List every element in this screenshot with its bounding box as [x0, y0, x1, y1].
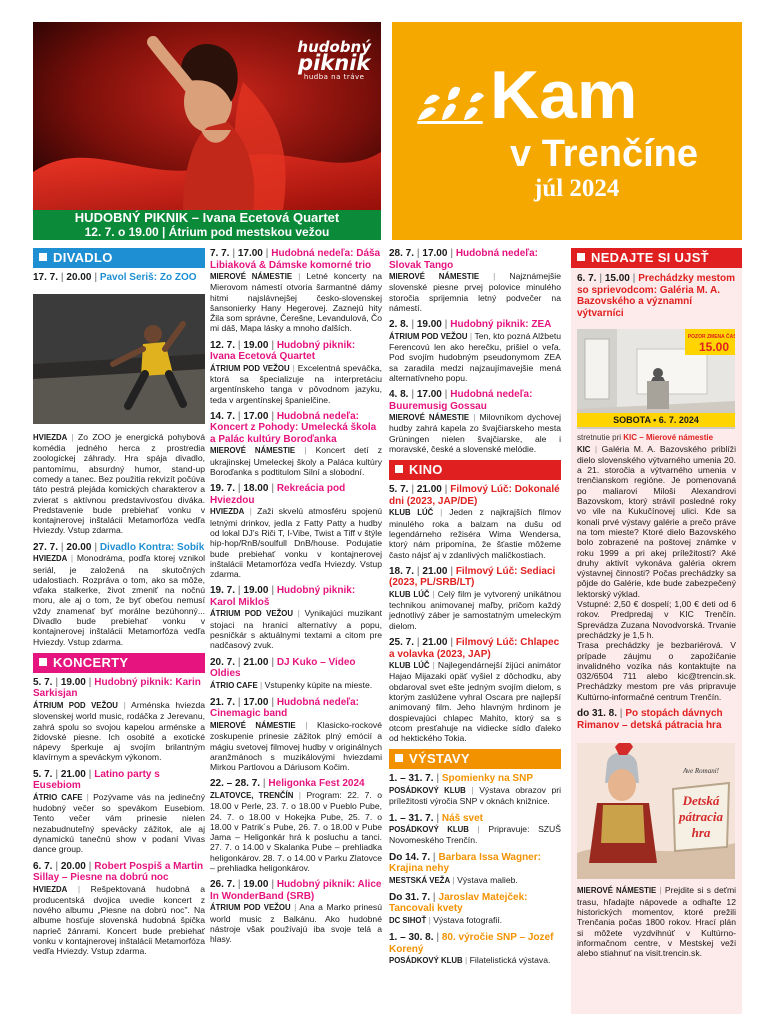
event-desc: Pripravuje: SZUŠ Novomeského Trenčín. [389, 824, 561, 846]
event-date: 5. 7. [389, 484, 409, 496]
section-heading-text: VÝSTAVY [409, 751, 470, 767]
event-date: 26. 7. [210, 879, 236, 891]
event-date: 28. 7. [389, 248, 415, 259]
event-title: Filmový Lúč: Sediaci (2023, PL/SRB/LT) [389, 565, 556, 589]
event-title: Po stopách dávnych Rimanov – detská pátracia hra [577, 708, 723, 731]
event-title: Hudobný piknik: ZEA [450, 319, 552, 331]
event-venue: ÁTRIUM POD VEŽOU [210, 903, 291, 913]
event-item: Do 14. 7. | Barbara Issa Wagner: Krajina nehy MESTSKÁ VEŽA | Výstava malieb. [389, 851, 541, 885]
square-icon [395, 465, 403, 473]
event-item: 25. 7. | 21.00 | Filmový Lúč: Chlapec a volavka (2023, JAP) KLUB LÚČ | Najlegendárnejší žijúci animátor Hajao Mijazaki opäť vyšiel z dôchodku, aby obdaroval svet ešte jedným svojím dielom, s ktorým zaslúžene vyhral Oscara pre najlepší animovaný film. Jeho hlavným hrdinom je dospievajúci chlapec Mahito, ktorý sa s otcom presťahuje na vidiecke sídlo ďaleko od hektického Tokia. [389, 637, 562, 744]
event-title: Hudobná nedeľa: Cinemagic band [210, 696, 359, 720]
event-title: Jaroslav Matejček: Tancovali kvety [389, 891, 528, 915]
event-desc: Pozývame vás na jedinečný hudobný večer so spevákom Eusebiom. Tento večer vám prinesie nielen nezabudnuteľný spevácky zážitok, ale aj dynamickú tanečnú show v podaní Vivas dance group. [33, 791, 205, 855]
event-time: 19.00 [243, 339, 269, 351]
event-date: 1. – 31. 7. [389, 773, 434, 785]
event-item: 28. 7. | 17.00 | Hudobná nedeľa: Slovak Tango MIEROVÉ NÁMESTIE | Najznámejšie slovenské piesne prvej polovice minulého storočia sprijemnia letný podvečer na námestí. [389, 248, 561, 313]
event-desc: Milovníkom dychovej hudby zahrá kapela zo švajčiarskeho mesta Grüningen nielen švajčiarske, ale i moravské, české a slovenské melódie. [389, 412, 562, 455]
event-time: 19.00 [243, 879, 269, 891]
section-heading-divadlo [33, 248, 205, 268]
event-time: 19.00 [416, 319, 442, 331]
logo-line-1: hudobný [297, 38, 371, 56]
section-heading-text: DIVADLO [53, 250, 113, 265]
event-venue: MESTSKÁ VEŽA [389, 875, 451, 885]
event-date: 21. 7. [210, 696, 236, 708]
event-venue: HVIEZDA [33, 432, 68, 442]
event-item: 2. 8. | 19.00 | Hudobný piknik: ZEA ÁTRIUM POD VEŽOU | Ten, kto pozná Alžbetu Ferencovú len ako herečku, prišiel o veľa. Pod svojím hudobným pseudonymom ZEA sa zaradila medzi najzaujímavejšie mená alternatívneho popu. [389, 319, 562, 383]
event-venue: ÁTRIUM POD VEŽOU [33, 700, 118, 710]
event-item: 27. 7. | 20.00 | Divadlo Kontra: Sobík HVIEZDA | Monodráma, podľa ktorej vznikol seriál, je založená na skutočných udalostiach. Rozpráva o tom, ako sa môže, vďaka stalkerke, život zmeniť na nočnú moru, ale aj o tom, že byť obeťou nemusí vždy znamenať byť morálne bezúhonný... Divadlo bude prebiehať vonku v kontajnerovej inštalácii Metamorfóza vedľa Hviezdy. Vstup zdarma. [33, 541, 206, 647]
event-time: 18.00 [243, 483, 269, 495]
event-desc: Zaži skvelú atmosféru spojenú letnými drinkov, jedla z Fatty Patty a hudby od lokal DJ’s Riči T, I-Vibe, Twist a Tiff v štýle hip-hop/RnB/soulfull DnB/house. Podujatie bude prebiehať vonku v kontajnerovej inštalácii Metamorfóza vedľa Hviezdy. Vstup zdarma. [210, 506, 382, 580]
event-item: KIC | Galéria M. A. Bazovského priblíži dielo slovenského výtvarného umenia 20. a 21. storočia a výtvarného umenia v trenčianskom regióne. Je pomenovaná po maliarovi Miloši Alexandrovi Bazovskom, ktorý strávil posledné roky vo vile na Kukučínovej ulici. Kde sa konali prvé výstavy galérie a prečo práve na tom mieste? Ktoré dielo Bazovského bolo zobrazené na poštovej známke v roku 1999 a pri akej príležitosti? Aké druhy aktivít vykonáva galéria okrem výstavnej činnosti? Počas prechádzky sa pôjde do Galérie, kde bude zabezpečený lektorský výklad. Vstupné: 2,50 € dospelí; 1,00 € deti od 6 rokov. Predpredaj v KIC Trenčín. Sprevádza Zuzana Novodvorská. Trvanie prechádzky je 1,5 h. Trasa prechádzky je bezbariérová. V prípade záujmu o zapožičanie invalidného vozíka nás kontaktujte na 032/6504 711 alebo kic@trencin.sk. Prechádzky mestom pre vás pripravuje Kultúrno-informačné centrum Trenčín. [577, 443, 736, 702]
event-item: HVIEZDA | Zo ZOO je energická pohybová komédia jedného herca z prostredia zoologickej záhrady. Hra spája divadlo, pantomímu, absurdný humor, stand-up comedy a tanec. Bez použitia rekvizít počúva táto pestrá plejáda komických charakterov a zvierat s aktívnou predstavivosťou diváka. Predstavenie bude prebiehať vonku v kontajnerovej inštalácii Metamorfóza vedľa Hviezdy. Vstup zdarma. [33, 431, 206, 536]
event-title: Divadlo Kontra: Sobík [99, 541, 205, 553]
event-item: 5. 7. | 21.00 | Latino party s Eusebiom ÁTRIO CAFE | Pozývame vás na jedinečný hudobný večer so spevákom Eusebiom. Tento večer vám prinesie nielen nezabudnuteľný spevácky zážitok, ale aj dynamickú tanečnú show v podaní Vivas dance group. [33, 768, 205, 855]
event-time: 17.00 [243, 696, 269, 708]
event-venue: POSÁDKOVÝ KLUB [389, 825, 469, 834]
badge-day-text: SOBOTA • 6. 7. 2024 [613, 415, 699, 425]
event-title: Heligonka Fest 2024 [268, 778, 365, 790]
event-date: 20. 7. [210, 656, 236, 668]
event-desc: Zo ZOO je energická pohybová komédia jedného herca z prostredia zoologickej záhrady. Hra spája divadlo, pantomímu, absurdný humor, stand-up comedy a tanec. Bez použitia rekvizít počúva táto pestrá plejáda komických charakterov a zvierat s aktívnou predstavivosťou diváka. Predstavenie bude prebiehať vonku v kontajnerovej inštalácii Metamorfóza vedľa Hviezdy. Vstup zdarma. [33, 431, 206, 536]
event-desc: Ana a Marko prinesú world music z Balkánu. Ako hudobné nástroje však používajú iba svoje telá a hlasy. [210, 902, 383, 945]
event-date: 5. 7. [33, 676, 53, 688]
event-venue: DC SIHOŤ [389, 915, 427, 925]
section-heading-text: KINO [409, 462, 443, 478]
event-desc: Koncert detí z ukrajinskej Umeleckej školy a Paláca kultúry Boroďanka s podtitulom Silní a slobodní. [210, 445, 383, 478]
event-desc: Výstava obrazov pri príležitosti výročia SNP v oknách knižnice. [389, 784, 561, 807]
hero-caption-sub: 12. 7. o 19.00 | Átrium pod mestskou vežou [84, 225, 330, 239]
title-city: v Trenčíne [510, 133, 698, 175]
hero-photo [33, 22, 381, 210]
event-title: Latino party s Eusebiom [33, 768, 160, 792]
event-time: 17.00 [422, 248, 448, 259]
roman-soldier-illustration [577, 743, 735, 879]
event-title: Hudobná nedeľa: Dáša Libiaková & Dámske komorné trio [210, 248, 381, 271]
event-desc: Prejdite si s deťmi trasu, hľadajte nápovede a odhaľte 12 historických momentov, ktoré prežili Trenčania počas 1800 rokov. Hrací plán si môžete vyzdvihnúť v Kultúrno-informačnom centre, v Mestskej veži alebo stiahnuť na visit.trencin.sk. [577, 885, 737, 959]
event-date: do 31. 8. [577, 708, 618, 720]
event-date: 1. – 31. 7. [389, 812, 434, 824]
event-desc: Letné koncerty na Mierovom námestí otvoria šarmantné dámy hitmi najslávnejšej česko-slovenskej šansonierky Hany Hegerovej. Zaznejú hity Žila som správne, Čerešne, Levandulová, Čo mi dáš, Mapa lásky a mnoho ďalších. [210, 271, 383, 334]
event-date: 27. 7. [33, 541, 59, 553]
event-title: Rekreácia pod Hviezdou [210, 483, 346, 506]
event-title: 80. výročie SNP – Jozef Korený [389, 932, 554, 955]
event-desc: Arménska hviezda slovenskej world music, rodáčka z Jerevanu, zahrá spolu so svojou kapelou arménske a židovské piesne. Ich osobité a exotické nápevy šperkuje aj svojím brilantným klavírnym a speváckym výkonom. [33, 699, 206, 763]
event-time: 21.00 [422, 637, 448, 649]
sign-line-3: hra [691, 825, 711, 841]
square-icon [39, 658, 47, 666]
event-date: 5. 7. [33, 768, 53, 780]
section-heading-nedajte [571, 248, 742, 268]
event-venue: ÁTRIO CAFE [33, 792, 83, 802]
event-date: Do 31. 7. [389, 891, 431, 903]
event-date: 18. 7. [389, 565, 415, 577]
event-item: 4. 8. | 17.00 | Hudobná nedeľa: Buuremusig Gossau MIEROVÉ NÁMESTIE | Milovníkom dychovej hudby zahrá kapela zo švajčiarskeho mesta Grüningen nielen švajčiarske, ale i moravské, české a slovenské melódie. [389, 389, 562, 455]
zoo-performer-photo [33, 294, 205, 424]
event-title: Barbara Issa Wagner: Krajina nehy [389, 851, 541, 875]
event-item: 6. 7. | 20.00 | Robert Pospiš a Martin Sillay – Piesne na dobrú noc HVIEZDA | Rešpektovaná hudobná a producentská dvojica uvedie koncert z nového albumu „Piesne na dobrú noc". Na albume hosťuje slovenská hudobná špička naprieč žánrami. Koncert bude prebiehať vonku v kontajnerovej inštalácii Metamorfóza vedľa Hviezdy. Vstup zdarma. [33, 860, 206, 957]
square-icon [395, 754, 403, 762]
wheat-ornament-icon [414, 80, 486, 128]
event-venue: KLUB LÚČ [389, 661, 430, 671]
event-venue: POSÁDKOVÝ KLUB [389, 956, 463, 966]
event-item: MIEROVÉ NÁMESTIE | Prejdite si s deťmi trasu, hľadajte nápovede a odhaľte 12 historických momentov, ktoré prežili Trenčania počas 1800 rokov. Hrací plán si môžete vyzdvihnúť v Kultúrno-informačnom centre, v Mestskej veži alebo stiahnuť na visit.trencin.sk. [577, 885, 737, 959]
hudobny-piknik-logo [297, 40, 371, 81]
event-item: 12. 7. | 19.00 | Hudobný piknik: Ivana Ecetová Quartet ÁTRIUM POD VEŽOU | Excelentná speváčka, ktorá sa špecializuje na interpretáciu argentínskeho tanga v pôvodnom jazyku, teda v argentínskej španielčine. [210, 339, 382, 405]
square-icon [577, 253, 585, 261]
event-title: Pavol Seriš: Zo ZOO [99, 272, 197, 283]
event-title: Filmový Lúč: Dokonalé dni (2023, JAP/DE) [389, 484, 560, 507]
event-title: Prechádzky mestom so sprievodcom: Galéria M. A. Bazovského a významní výtvarníci [577, 273, 735, 319]
event-venue: HVIEZDA [33, 884, 68, 894]
event-title: Robert Pospiš a Martin Sillay – Piesne na dobrú noc [33, 860, 204, 883]
event-item: 1. – 30. 8. | 80. výročie SNP – Jozef Korený POSÁDKOVÝ KLUB | Filatelistická výstava. [389, 932, 554, 966]
section-heading-koncerty [33, 653, 205, 673]
event-date: 25. 7. [389, 637, 415, 649]
event-item: 7. 7. | 17.00 | Hudobná nedeľa: Dáša Libiaková & Dámske komorné trio MIEROVÉ NÁMESTIE | Letné koncerty na Mierovom námestí otvoria šarmantné dámy hitmi najslávnejšej česko-slovenskej šansonierky Hany Hegerovej. Zaznejú hity Žila som správne, Čerešne, Levandulová, Čo mi dáš, Mapa lásky a mnoho ďalších. [210, 248, 383, 334]
event-venue: MIEROVÉ NÁMESTIE [210, 720, 296, 730]
event-item: 18. 7. | 21.00 | Filmový Lúč: Sediaci (2023, PL/SRB/LT) KLUB LÚČ | Celý film je vytvorený unikátnou technikou animovanej maľby, pričom každý jednotlivý záber je samostatným umeleckým dielom. [389, 565, 561, 631]
section-heading-kino [389, 460, 561, 480]
event-date: 6. 7. [33, 860, 53, 872]
square-icon [39, 253, 47, 261]
event-time: 15.00 [604, 273, 630, 284]
event-time: 19.00 [243, 585, 269, 597]
column-4-highlights [571, 248, 742, 1014]
meeting-place: KIC – Mierové námestie [623, 433, 714, 443]
event-title: Hudobná nedeľa: Slovak Tango [389, 248, 538, 271]
sign-small-text: Ave Romani! [683, 767, 719, 776]
event-desc: Jeden z najkrajších filmov minulého roka a balzam na dušu od legendárneho režiséra Wima Wendersa, ktorý nám pripomína, že šťastie môžeme často nájsť aj v zdanlivých maličkostiach. [389, 507, 561, 560]
event-date: 19. 7. [210, 483, 236, 495]
sign-line-1: Detská [682, 793, 720, 809]
event-venue: MIEROVÉ NÁMESTIE [389, 272, 480, 281]
event-venue: POSÁDKOVÝ KLUB [389, 785, 466, 795]
event-desc: Výstava fotografií. [433, 914, 503, 925]
column-1 [33, 248, 205, 963]
event-item: 26. 7. | 19.00 | Hudobný piknik: Alice In WonderBand (SRB) ÁTRIUM POD VEŽOU | Ana a Marko prinesú world music z Balkánu. Ako hudobné nástroje však používajú iba svoje telá a hlasy. [210, 879, 383, 945]
event-item: 6. 7. | 15.00 | Prechádzky mestom so sprievodcom: Galéria M. A. Bazovského a významní výtvarníci [577, 273, 735, 319]
event-title: Hudobný piknik: Ivana Ecetová Quartet [210, 339, 356, 363]
gallery-photo [577, 329, 735, 429]
event-venue: ZLATOVCE, TRENČÍN [210, 790, 294, 800]
meeting-point [571, 433, 742, 443]
event-item: 17. 7. | 20.00 | Pavol Seriš: Zo ZOO [33, 272, 197, 283]
event-item: 22. – 28. 7. | Heligonka Fest 2024 ZLATOVCE, TRENČÍN | Program: 22. 7. o 18.00 v Perle, 23. 7. o 18.00 v Pueblo Pube, 24. 7. o 18.00 v Hokejka Pube, 25. 7. o 18.00 v Patrik´s Pube, 26. 7. o 18.00 v Pube Jama – Heligonkár hrá k posluchu a tanci. 27. 7. o 14.00 v Skalanka Pube – prehliadka heligonkárov. 28. 7. o 14.00 v Parku Zlatovce – prehliadka heligonkárov. [210, 778, 382, 873]
event-desc: Najznámejšie slovenské piesne prvej polovice minulého storočia sprijemnia letný podvečer na námestí. [389, 271, 561, 313]
event-date: 19. 7. [210, 585, 236, 597]
event-date: Do 14. 7. [389, 851, 431, 863]
event-time: 19.00 [60, 676, 86, 688]
event-venue: MIEROVÉ NÁMESTIE [389, 413, 470, 423]
event-venue: KLUB LÚČ [389, 589, 430, 599]
event-date: 17. 7. [33, 272, 59, 283]
event-date: 22. – 28. 7. [210, 778, 261, 790]
event-venue: ÁTRIUM POD VEŽOU [210, 609, 293, 619]
event-desc: Celý film je vytvorený unikátnou technikou animovanej maľby, pričom každý jednotlivý záber je samostatným umeleckým dielom. [389, 588, 561, 631]
logo-line-2: piknik [298, 51, 371, 75]
hero-caption-title: HUDOBNÝ PIKNIK – Ivana Ecetová Quartet [74, 210, 340, 225]
event-time: 21.00 [416, 484, 442, 496]
event-venue: ÁTRIUM POD VEŽOU [389, 331, 468, 341]
event-desc: Najlegendárnejší žijúci animátor Hajao Mijazaki opäť vyšiel z dôchodku, aby obdaroval svet ešte jedným svojím dielom, s ktorým zaslúžene vyhral Oscara pre najlepší animovaný film. Jeho hlavným hrdinom je dospievajúci chlapec Mahito, ktorý sa s otcom presťahuje na vidiecke sídlo ďaleko od hektického Tokia. [389, 660, 562, 744]
event-time: 17.00 [237, 248, 263, 259]
event-time: 21.00 [243, 656, 269, 668]
event-title: Filmový Lúč: Chlapec a volavka (2023, JAP) [389, 637, 560, 660]
hero-caption [33, 210, 381, 240]
event-title: Spomienky na SNP [441, 773, 533, 785]
event-title: Hudobný piknik: Karin Sarkisjan [33, 676, 201, 700]
event-date: 14. 7. [210, 410, 236, 422]
column-3 [389, 248, 561, 972]
event-item: 19. 7. | 18.00 | Rekreácia pod Hviezdou HVIEZDA | Zaži skvelú atmosféru spojenú letnými drinkov, jedla z Fatty Patty a hudby od lokal DJ’s Riči T, I-Vibe, Twist a Tiff v štýle hip-hop/RnB/soulfull DnB/house. Podujatie bude prebiehať vonku v kontajnerovej inštalácii Metamorfóza vedľa Hviezdy. Vstup zdarma. [210, 483, 382, 580]
event-desc: Excelentná speváčka, ktorá sa špecializuje na interpretáciu argentínskeho tanga v pôvodnom jazyku, teda v argentínskej španielčine. [210, 362, 382, 405]
event-venue: HVIEZDA [33, 554, 68, 564]
event-date: 1. – 30. 8. [389, 932, 434, 944]
event-item: 5. 7. | 21.00 | Filmový Lúč: Dokonalé dni (2023, JAP/DE) KLUB LÚČ | Jeden z najkrajších filmov minulého roka a balzam na dušu od legendárneho režiséra Wima Wendersa, ktorý nám pripomína, že šťastie môžeme často nájsť aj v zdanlivých maličkostiach. [389, 484, 561, 560]
event-desc: Vstupenky kúpite na mieste. [264, 679, 373, 690]
event-date: 7. 7. [210, 248, 230, 259]
event-venue: HVIEZDA [210, 507, 245, 517]
event-item: 20. 7. | 21.00 | DJ Kuko – Video Oldies ÁTRIO CAFE | Vstupenky kúpite na mieste. [210, 656, 373, 690]
event-time: 21.00 [422, 565, 448, 577]
event-desc: Ten, kto pozná Alžbetu Ferencovú len ako herečku, prišiel o veľa. Pod svojím hudobným pseudonymom ZEA sa zaradila medzi najzaujímavejšie mená alternatívneho popu. [389, 330, 562, 383]
event-item: 21. 7. | 17.00 | Hudobná nedeľa: Cinemagic band MIEROVÉ NÁMESTIE | Klasicko-rockové zoskupenie prinesie zážitok plný emócií a mágiu svetovej filmovej hudby v originálnych aranžmánoch s muzikálovými hviezdami Mirkou Partlovou a Dáriusom Kočim. [210, 696, 382, 773]
event-time: 21.00 [60, 768, 86, 780]
event-time: 20.00 [60, 860, 86, 872]
event-item: 14. 7. | 17.00 | Hudobná nedeľa: Koncert z Pohody: Umelecká škola a Palác kultúry Boroďanka MIEROVÉ NÁMESTIE | Koncert detí z ukrajinskej Umeleckej školy a Paláca kultúry Boroďanka s podtitulom Silní a slobodní. [210, 410, 383, 478]
event-item: 1. – 31. 7. | Spomienky na SNP POSÁDKOVÝ KLUB | Výstava obrazov pri príležitosti výročia SNP v oknách knižnice. [389, 773, 561, 807]
section-heading-text: KONCERTY [53, 654, 129, 670]
section-heading-text: NEDAJTE SI UJSŤ [591, 250, 709, 265]
event-desc: Klasicko-rockové zoskupenie prinesie zážitok plný emócií a mágiu svetovej filmovej hudby v originálnych aranžmánoch s muzikálovými hviezdami Mirkou Partlovou a Dáriusom Kočim. [210, 719, 382, 773]
event-title: Hudobná nedeľa: Koncert z Pohody: Umelecká škola a Palác kultúry Boroďanka [210, 410, 377, 445]
event-item: 1. – 31. 7. | Náš svet POSÁDKOVÝ KLUB | Pripravuje: SZUŠ Novomeského Trenčín. [389, 812, 561, 846]
event-desc: Filatelistická výstava. [469, 955, 551, 966]
event-venue: MIEROVÉ NÁMESTIE [210, 272, 293, 281]
event-extra-2: Trasa prechádzky je bezbariérová. V prípade záujmu o zapožičanie invalidného vozíka nás kontaktujte na 032/6504 711 alebo kic@trencin.sk. Prechádzky mestom pre vás pripravuje Kultúrno-informačné centrum Trenčín. [577, 640, 736, 702]
event-desc: Program: 22. 7. o 18.00 v Perle, 23. 7. o 18.00 v Pueblo Pube, 24. 7. o 18.00 v Hokejka Pube, 25. 7. o 18.00 v Patrik´s Pube, 26. 7. o 18.00 v Pube Jama – Heligonkár hrá k posluchu a tanci. 27. 7. o 14.00 v Skalanka Pube – prehliadka heligonkárov. 28. 7. o 14.00 v Parku Zlatovce – prehliadka heligonkárov. [210, 789, 382, 873]
event-title: Hudobná nedeľa: Buuremusig Gossau [389, 389, 533, 412]
badge-small-text: POZOR ZMENA ČASU [687, 334, 735, 340]
event-venue: KLUB LÚČ [389, 508, 434, 518]
title-date: júl 2024 [534, 175, 620, 202]
event-desc: Monodráma, podľa ktorej vznikol seriál, je založená na skutočných udalostiach. Rozpráva o tom, ako sa môže, vďaka stalkerke, život zmeniť na nočnú moru, ale aj o tom, že byť obeťou nemusí vždy znamenať byť morálne bezúhonný... Divadlo bude prebiehať vonku v kontajnerovej inštalácii Metamorfóza vedľa Hviezdy. Vstup zdarma. [33, 553, 206, 647]
event-venue: MIEROVÉ NÁMESTIE [210, 446, 296, 456]
event-date: 4. 8. [389, 389, 409, 401]
event-time: 17.00 [416, 389, 442, 401]
event-time: 20.00 [66, 541, 92, 553]
event-title: Hudobný piknik: Karol Mikloš [210, 585, 356, 608]
title-block [392, 22, 742, 240]
event-title: Náš svet [441, 812, 483, 824]
event-item: do 31. 8. | Po stopách dávnych Rimanov – detská pátracia hra [577, 708, 723, 731]
event-item: Do 31. 7. | Jaroslav Matejček: Tancovali kvety DC SIHOŤ | Výstava fotografií. [389, 891, 528, 925]
event-desc: Rešpektovaná hudobná a producentská dvojica uvedie koncert z nového albumu „Piesne na dobrú noc". Na albume hosťuje slovenská hudobná špička naprieč žánrami. Koncert bude prebiehať vonku v kontajnerovej inštalácii Metamorfóza vedľa Hviezdy. Vstup zdarma. [33, 883, 206, 957]
event-item: 5. 7. | 19.00 | Hudobný piknik: Karin Sarkisjan ÁTRIUM POD VEŽOU | Arménska hviezda slovenskej world music, rodáčka z Jerevanu, zahrá spolu so svojou kapelou arménske a židovské piesne. Ich osobité a exotické nápevy šperkuje aj svojím brilantným klavírnym a speváckym výkonom. [33, 676, 206, 763]
event-venue: KIC [577, 444, 591, 454]
event-venue: ÁTRIUM POD VEŽOU [210, 363, 290, 373]
event-date: 12. 7. [210, 339, 236, 351]
title-kam: Kam [490, 57, 638, 133]
event-desc: Výstava malieb. [457, 874, 518, 885]
event-venue: ÁTRIO CAFE [210, 680, 258, 690]
logo-line-3: hudba na tráve [303, 73, 365, 81]
section-heading-vystavy [389, 749, 561, 769]
sign-line-2: pátracia [678, 809, 724, 825]
event-extra: Vstupné: 2,50 € dospelí; 1,00 € deti od 6 rokov. Predpredaj v KIC Trenčín. Sprevádza Zuzana Novodvorská. Trvanie prechádzky je 1,5 h. [577, 599, 736, 640]
badge-time-text: 15.00 [698, 340, 730, 354]
event-date: 6. 7. [577, 273, 597, 284]
event-item: 19. 7. | 19.00 | Hudobný piknik: Karol Mikloš ÁTRIUM POD VEŽOU | Vynikajúci muzikant stojaci na hranici alternatívy a popu, pesničkár s aktuálnymi textami a citom pre nadčasový zvuk. [210, 585, 383, 651]
event-desc: Galéria M. A. Bazovského priblíži dielo slovenského výtvarného umenia 20. a 21. storočia a výtvarného umenia v trenčianskom regióne. Je pomenovaná po maliarovi Miloši Alexandrovi Bazovskom, ktorý strávil posledné roky vo vile na Kukučínovej ulici. Kde sa konali prvé výstavy galérie a prečo práve na tom mieste? Ktoré dielo Bazovského bolo zobrazené na poštovej známke v roku 1999 a pri akej príležitosti? Aké druhy aktivít vykonáva galéria okrem výstavnej činnosti? Počas prechádzky sa pôjde do Galérie, kde bude zabezpečený lektorský výklad. [577, 443, 736, 599]
event-desc: Vynikajúci muzikant stojaci na hranici alternatívy a popu, pesničkár s aktuálnymi textami a citom pre nadčasový zvuk. [210, 608, 383, 651]
event-title: Hudobný piknik: Alice In WonderBand (SRB) [210, 879, 382, 902]
event-time: 20.00 [66, 272, 92, 283]
event-title: DJ Kuko – Video Oldies [210, 656, 356, 680]
column-2 [210, 248, 382, 950]
event-date: 2. 8. [389, 319, 409, 331]
event-venue: MIEROVÉ NÁMESTIE [577, 886, 657, 896]
event-time: 17.00 [243, 410, 269, 422]
meeting-prefix: stretnutie pri [577, 433, 622, 443]
